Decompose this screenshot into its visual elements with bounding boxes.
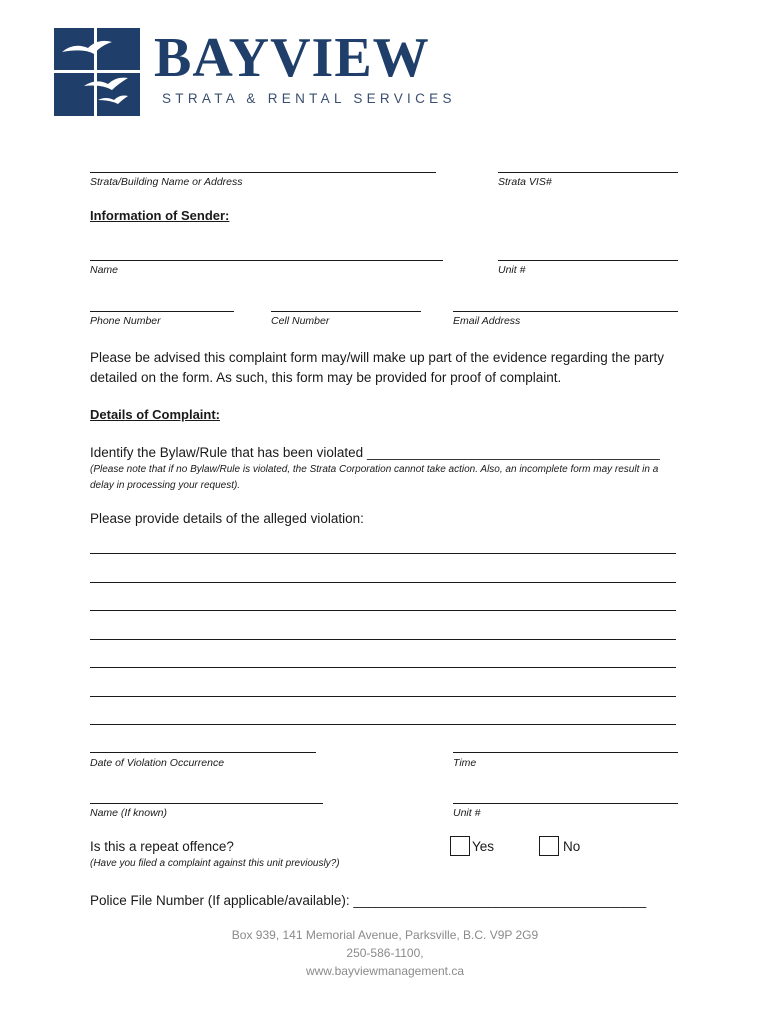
no-checkbox[interactable] xyxy=(539,836,559,856)
time-label: Time xyxy=(453,757,477,769)
details-heading: Details of Complaint: xyxy=(90,407,221,422)
details-line[interactable] xyxy=(90,553,676,554)
time-field[interactable] xyxy=(453,752,678,753)
unit-field[interactable] xyxy=(498,260,678,261)
details-line[interactable] xyxy=(90,582,676,583)
name-if-known-field[interactable] xyxy=(90,803,323,804)
strata-vis-field[interactable] xyxy=(498,172,678,173)
date-violation-field[interactable] xyxy=(90,752,316,753)
yes-label: Yes xyxy=(472,839,495,854)
phone-label: Phone Number xyxy=(90,315,161,327)
police-file-field[interactable]: _______________________________________ xyxy=(353,893,647,908)
phone-field[interactable] xyxy=(90,311,234,312)
details-line[interactable] xyxy=(90,610,676,611)
bird-logo-icon xyxy=(54,28,140,116)
details-line[interactable] xyxy=(90,696,676,697)
details-line[interactable] xyxy=(90,667,676,668)
police-file-label: Police File Number (If applicable/available): xyxy=(90,893,350,908)
cell-label: Cell Number xyxy=(271,315,330,327)
footer-address: Box 939, 141 Memorial Avenue, Parksville, B.C. V9P 2G9 xyxy=(231,928,539,942)
bylaw-field[interactable]: _______________________________________ xyxy=(366,445,660,460)
bylaw-prompt xyxy=(90,443,660,463)
repeat-question: Is this a repeat offence? xyxy=(90,839,234,854)
bylaw-prompt-label: Identify the Bylaw/Rule that has been violated xyxy=(90,445,364,460)
details-line[interactable] xyxy=(90,639,676,640)
yes-checkbox[interactable] xyxy=(450,836,470,856)
advisory-text: Please be advised this complaint form may/will make up part of the evidence regarding the party detailed on the form. As such, this form may be provided for proof of complaint. xyxy=(90,350,665,385)
logo-wordmark: BAYVIEW xyxy=(154,27,430,89)
footer-phone: 250-586-1100, xyxy=(346,946,424,960)
date-violation-label: Date of Violation Occurrence xyxy=(90,757,225,769)
unit2-label: Unit # xyxy=(453,807,481,819)
details-prompt: Please provide details of the alleged violation: xyxy=(90,511,364,526)
strata-vis-label: Strata VIS# xyxy=(498,176,552,188)
unit2-field[interactable] xyxy=(453,803,678,804)
name-label: Name xyxy=(90,264,119,276)
logo-tagline: STRATA & RENTAL SERVICES xyxy=(162,91,456,106)
name-if-known-label: Name (If known) xyxy=(90,807,168,819)
strata-building-label: Strata/Building Name or Address xyxy=(90,176,243,188)
unit-label: Unit # xyxy=(498,264,526,276)
repeat-note: (Have you filed a complaint against this unit previously?) xyxy=(90,858,340,869)
email-label: Email Address xyxy=(453,315,521,327)
police-file xyxy=(90,891,646,911)
strata-building-field[interactable] xyxy=(90,172,436,173)
footer-website[interactable]: www.bayviewmanagement.ca xyxy=(305,964,465,978)
details-line[interactable] xyxy=(90,724,676,725)
bylaw-note: (Please note that if no Bylaw/Rule is violated, the Strata Corporation cannot take action. Also, an incomplete form may result in a delay in processing your request). xyxy=(90,464,659,491)
sender-heading: Information of Sender: xyxy=(90,208,230,223)
name-field[interactable] xyxy=(90,260,443,261)
cell-field[interactable] xyxy=(271,311,421,312)
no-label: No xyxy=(563,839,581,854)
email-field[interactable] xyxy=(453,311,678,312)
